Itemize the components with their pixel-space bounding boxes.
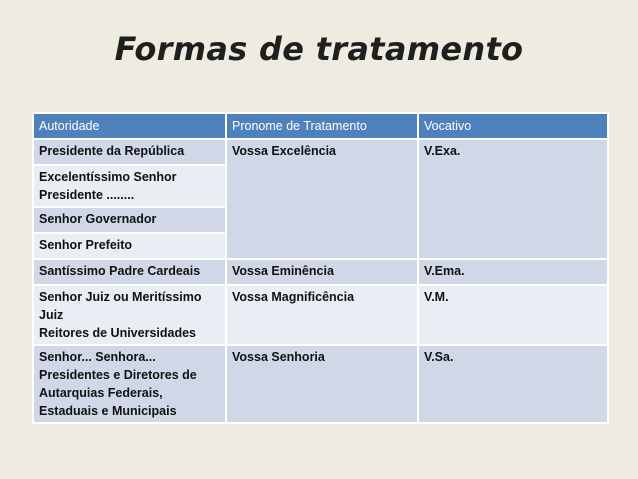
- cell-magnificencia-pronome: Vossa Magnificência: [226, 285, 418, 345]
- table-row: [33, 259, 608, 285]
- cell-juiz: [33, 285, 226, 345]
- cell-excelencia-vocativo: V.Exa.: [418, 139, 608, 259]
- cell-cardeais: Santíssimo Padre Cardeais: [33, 259, 226, 285]
- table-row: [33, 285, 608, 345]
- cell-senhoria-pronome: Vossa Senhoria: [226, 345, 418, 423]
- cell-juiz-line1: Senhor Juiz ou Meritíssimo: [39, 290, 202, 304]
- table-header-row: [33, 113, 608, 139]
- cell-eminencia-vocativo: V.Ema.: [418, 259, 608, 285]
- cell-senhoria-vocativo: V.Sa.: [418, 345, 608, 423]
- cell-juiz-line2: Juiz: [39, 308, 64, 322]
- cell-presidente: Presidente da República: [33, 139, 226, 165]
- slide-title: Formas de tratamento: [114, 30, 524, 68]
- cell-excelentissimo: [33, 165, 226, 207]
- cell-excelentissimo-line2: Presidente ........: [39, 188, 135, 202]
- cell-eminencia-pronome: Vossa Eminência: [226, 259, 418, 285]
- table-row: [33, 139, 608, 165]
- cell-senhoria-autoridade: [33, 345, 226, 423]
- cell-magnificencia-vocativo: V.M.: [418, 285, 608, 345]
- cell-prefeito: Senhor Prefeito: [33, 233, 226, 259]
- header-pronome: Pronome de Tratamento: [226, 113, 418, 139]
- cell-excelentissimo-line1: Excelentíssimo Senhor: [39, 170, 177, 184]
- cell-senhoria-line1: Senhor... Senhora...: [39, 350, 156, 364]
- cell-senhoria-line4: Estaduais e Municipais: [39, 404, 177, 418]
- header-vocativo: Vocativo: [418, 113, 608, 139]
- cell-excelencia-pronome: Vossa Excelência: [226, 139, 418, 259]
- forms-of-address-table: [32, 112, 609, 424]
- table-row: [33, 345, 608, 423]
- header-autoridade: Autoridade: [33, 113, 226, 139]
- cell-juiz-line3: Reitores de Universidades: [39, 326, 197, 340]
- cell-senhoria-line2: Presidentes e Diretores de: [39, 368, 197, 382]
- cell-senhoria-line3: Autarquias Federais,: [39, 386, 163, 400]
- cell-governador: Senhor Governador: [33, 207, 226, 233]
